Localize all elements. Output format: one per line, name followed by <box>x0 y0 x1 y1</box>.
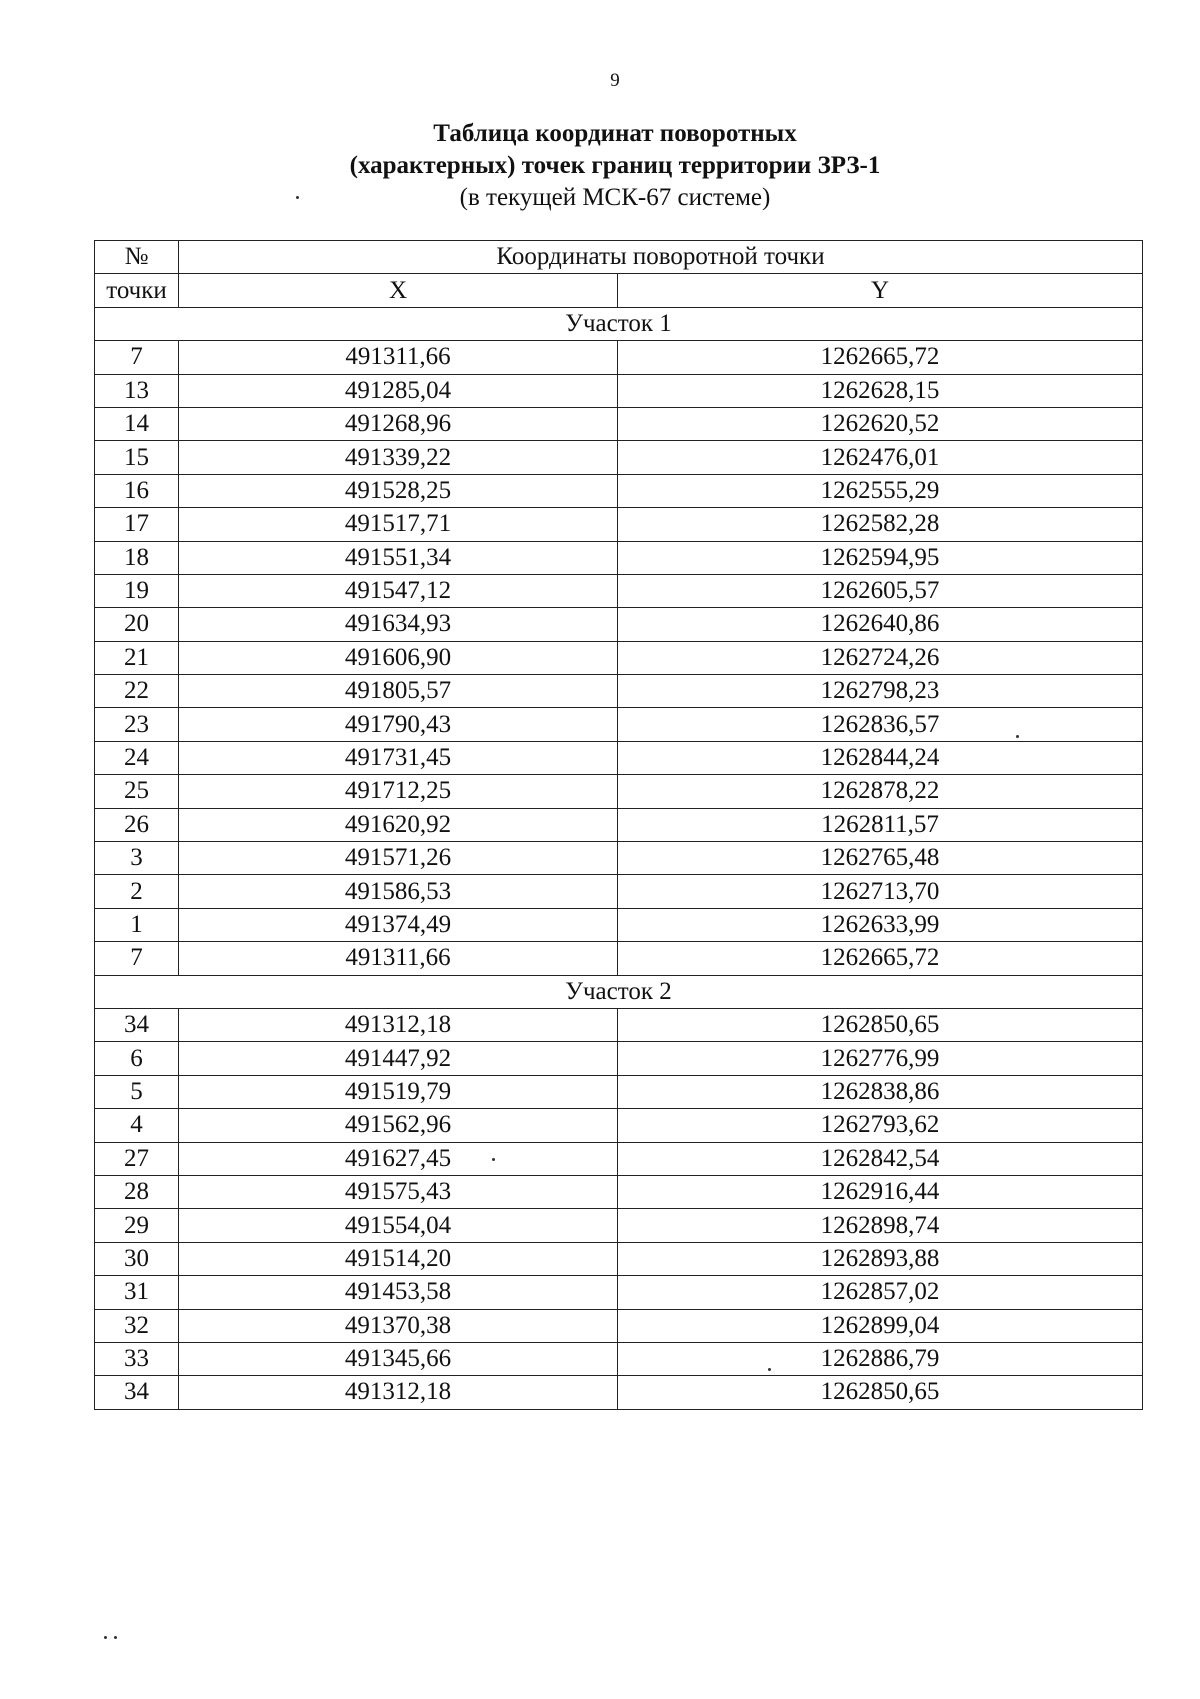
y-coordinate-cell: 1262898,74 <box>618 1209 1143 1242</box>
x-coordinate-cell: 491268,96 <box>179 407 618 440</box>
table-row <box>95 1209 1143 1242</box>
x-coordinate-cell: 491620,92 <box>179 808 618 841</box>
y-coordinate-cell: 1262640,86 <box>618 608 1143 641</box>
y-coordinate-cell: 1262850,65 <box>618 1376 1143 1409</box>
y-coordinate-cell: 1262713,70 <box>618 875 1143 908</box>
y-coordinate-cell: 1262594,95 <box>618 541 1143 574</box>
x-coordinate-cell: 491312,18 <box>179 1008 618 1041</box>
point-number-cell: 5 <box>95 1075 179 1108</box>
y-coordinate-cell: 1262850,65 <box>618 1008 1143 1041</box>
header-number-symbol: № <box>95 241 179 274</box>
x-coordinate-cell: 491447,92 <box>179 1042 618 1075</box>
scan-speck <box>492 1158 495 1161</box>
point-number-cell: 2 <box>95 875 179 908</box>
table-row <box>95 1175 1143 1208</box>
table-row <box>95 1376 1143 1409</box>
x-coordinate-cell: 491312,18 <box>179 1376 618 1409</box>
x-coordinate-cell: 491453,58 <box>179 1276 618 1309</box>
title-line-1: Таблица координат поворотных <box>433 120 797 147</box>
table-row <box>95 1042 1143 1075</box>
table-row <box>95 341 1143 374</box>
x-coordinate-cell: 491790,43 <box>179 708 618 741</box>
scan-speck <box>114 1636 117 1639</box>
point-number-cell: 20 <box>95 608 179 641</box>
table-row <box>95 1309 1143 1342</box>
table-row <box>95 441 1143 474</box>
scan-speck <box>296 196 299 199</box>
y-coordinate-cell: 1262724,26 <box>618 641 1143 674</box>
y-coordinate-cell: 1262633,99 <box>618 908 1143 941</box>
x-coordinate-cell: 491547,12 <box>179 574 618 607</box>
x-coordinate-cell: 491339,22 <box>179 441 618 474</box>
x-coordinate-cell: 491562,96 <box>179 1109 618 1142</box>
x-coordinate-cell: 491311,66 <box>179 942 618 975</box>
x-coordinate-cell: 491345,66 <box>179 1342 618 1375</box>
header-y: Y <box>618 274 1143 307</box>
y-coordinate-cell: 1262555,29 <box>618 474 1143 507</box>
y-coordinate-cell: 1262811,57 <box>618 808 1143 841</box>
x-coordinate-cell: 491634,93 <box>179 608 618 641</box>
table-row <box>95 741 1143 774</box>
point-number-cell: 33 <box>95 1342 179 1375</box>
point-number-cell: 27 <box>95 1142 179 1175</box>
table-row <box>95 1075 1143 1108</box>
y-coordinate-cell: 1262916,44 <box>618 1175 1143 1208</box>
x-coordinate-cell: 491528,25 <box>179 474 618 507</box>
point-number-cell: 30 <box>95 1242 179 1275</box>
point-number-cell: 4 <box>95 1109 179 1142</box>
y-coordinate-cell: 1262798,23 <box>618 675 1143 708</box>
y-coordinate-cell: 1262765,48 <box>618 842 1143 875</box>
y-coordinate-cell: 1262857,02 <box>618 1276 1143 1309</box>
point-number-cell: 26 <box>95 808 179 841</box>
point-number-cell: 1 <box>95 908 179 941</box>
table-row <box>95 574 1143 607</box>
table-row <box>95 808 1143 841</box>
point-number-cell: 32 <box>95 1309 179 1342</box>
table-row <box>95 374 1143 407</box>
table-row <box>95 474 1143 507</box>
x-coordinate-cell: 491571,26 <box>179 842 618 875</box>
scan-speck <box>1016 735 1019 738</box>
x-coordinate-cell: 491575,43 <box>179 1175 618 1208</box>
section-row <box>95 307 1143 340</box>
table-row <box>95 508 1143 541</box>
y-coordinate-cell: 1262844,24 <box>618 741 1143 774</box>
point-number-cell: 34 <box>95 1008 179 1041</box>
y-coordinate-cell: 1262665,72 <box>618 341 1143 374</box>
table-row <box>95 641 1143 674</box>
y-coordinate-cell: 1262620,52 <box>618 407 1143 440</box>
section-row <box>95 975 1143 1008</box>
y-coordinate-cell: 1262793,62 <box>618 1109 1143 1142</box>
point-number-cell: 17 <box>95 508 179 541</box>
table-row <box>95 942 1143 975</box>
x-coordinate-cell: 491606,90 <box>179 641 618 674</box>
table-row <box>95 608 1143 641</box>
table-row <box>95 1242 1143 1275</box>
x-coordinate-cell: 491805,57 <box>179 675 618 708</box>
x-coordinate-cell: 491311,66 <box>179 341 618 374</box>
point-number-cell: 6 <box>95 1042 179 1075</box>
x-coordinate-cell: 491586,53 <box>179 875 618 908</box>
table-row <box>95 1109 1143 1142</box>
point-number-cell: 7 <box>95 942 179 975</box>
y-coordinate-cell: 1262886,79 <box>618 1342 1143 1375</box>
point-number-cell: 18 <box>95 541 179 574</box>
y-coordinate-cell: 1262878,22 <box>618 775 1143 808</box>
table-row <box>95 775 1143 808</box>
x-coordinate-cell: 491517,71 <box>179 508 618 541</box>
title-line-3: (в текущей МСК-67 системе) <box>459 184 771 211</box>
table-header <box>95 241 1143 308</box>
point-number-cell: 31 <box>95 1276 179 1309</box>
table-row <box>95 708 1143 741</box>
x-coordinate-cell: 491514,20 <box>179 1242 618 1275</box>
y-coordinate-cell: 1262628,15 <box>618 374 1143 407</box>
point-number-cell: 21 <box>95 641 179 674</box>
x-coordinate-cell: 491712,25 <box>179 775 618 808</box>
y-coordinate-cell: 1262838,86 <box>618 1075 1143 1108</box>
table-row <box>95 908 1143 941</box>
point-number-cell: 24 <box>95 741 179 774</box>
table-row <box>95 1008 1143 1041</box>
section-title: Участок 2 <box>95 975 1143 1008</box>
point-number-cell: 19 <box>95 574 179 607</box>
point-number-cell: 25 <box>95 775 179 808</box>
x-coordinate-cell: 491370,38 <box>179 1309 618 1342</box>
point-number-cell: 15 <box>95 441 179 474</box>
x-coordinate-cell: 491731,45 <box>179 741 618 774</box>
table-row <box>95 407 1143 440</box>
x-coordinate-cell: 491627,45 <box>179 1142 618 1175</box>
point-number-cell: 13 <box>95 374 179 407</box>
section-title: Участок 1 <box>95 307 1143 340</box>
point-number-cell: 23 <box>95 708 179 741</box>
point-number-cell: 34 <box>95 1376 179 1409</box>
y-coordinate-cell: 1262605,57 <box>618 574 1143 607</box>
y-coordinate-cell: 1262476,01 <box>618 441 1143 474</box>
point-number-cell: 29 <box>95 1209 179 1242</box>
table-row <box>95 1142 1143 1175</box>
point-number-cell: 16 <box>95 474 179 507</box>
x-coordinate-cell: 491374,49 <box>179 908 618 941</box>
y-coordinate-cell: 1262899,04 <box>618 1309 1143 1342</box>
y-coordinate-cell: 1262665,72 <box>618 942 1143 975</box>
document-title <box>0 118 1200 214</box>
table-row <box>95 675 1143 708</box>
page-number: 9 <box>610 70 620 91</box>
table-row <box>95 1342 1143 1375</box>
table-row <box>95 1276 1143 1309</box>
table-row <box>95 842 1143 875</box>
table-body <box>95 307 1143 1409</box>
point-number-cell: 3 <box>95 842 179 875</box>
point-number-cell: 22 <box>95 675 179 708</box>
y-coordinate-cell: 1262776,99 <box>618 1042 1143 1075</box>
point-number-cell: 7 <box>95 341 179 374</box>
table-row <box>95 541 1143 574</box>
x-coordinate-cell: 491519,79 <box>179 1075 618 1108</box>
y-coordinate-cell: 1262842,54 <box>618 1142 1143 1175</box>
x-coordinate-cell: 491285,04 <box>179 374 618 407</box>
scan-speck <box>104 1636 107 1639</box>
scan-speck <box>768 1368 771 1371</box>
header-point-label: точки <box>95 274 179 307</box>
point-number-cell: 14 <box>95 407 179 440</box>
y-coordinate-cell: 1262836,57 <box>618 708 1143 741</box>
table-row <box>95 875 1143 908</box>
coordinates-table <box>94 240 1143 1410</box>
x-coordinate-cell: 491551,34 <box>179 541 618 574</box>
point-number-cell: 28 <box>95 1175 179 1208</box>
y-coordinate-cell: 1262582,28 <box>618 508 1143 541</box>
y-coordinate-cell: 1262893,88 <box>618 1242 1143 1275</box>
title-line-2: (характерных) точек границ территории ЗРЗ-1 <box>349 152 881 179</box>
x-coordinate-cell: 491554,04 <box>179 1209 618 1242</box>
header-x: X <box>179 274 618 307</box>
header-coordinates: Координаты поворотной точки <box>179 241 1143 274</box>
